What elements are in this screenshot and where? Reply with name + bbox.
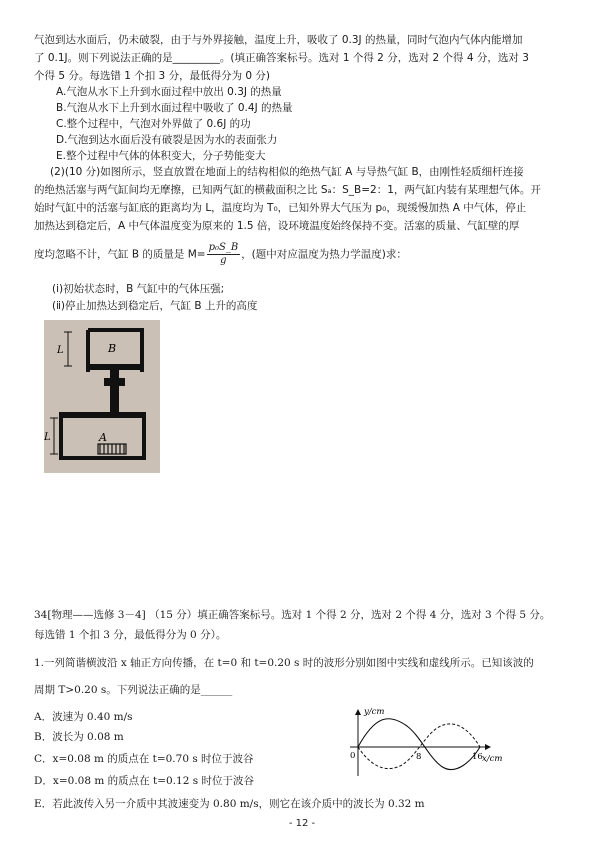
text-line: 气泡到达水面后，仍未破裂，由于与外界接触，温度上升，吸收了 0.3J 的热量，同时气泡内气体内能增加 [34, 34, 523, 46]
text-line: 1.一列简谐横波沿 x 轴正方向传播，在 t=0 和 t=0.20 s 时的波形分别如图中实线和虚线所示。已知该波的 [34, 657, 534, 669]
label-a: A [99, 431, 107, 444]
option-d: D．x=0.08 m 的质点在 t=0.12 s 时位于波谷 [34, 775, 254, 787]
wave-graph [346, 704, 502, 784]
option-e: E.整个过程中气体的体积变大，分子势能变大 [56, 150, 266, 162]
option-b: B.气泡从水下上升到水面过程中吸收了 0.4J 的热量 [56, 102, 293, 114]
origin-label: 0 [350, 751, 356, 761]
tick-label-16: 16 [472, 752, 483, 762]
text-line: 周期 T>0.20 s。下列说法正确的是______ [34, 684, 233, 696]
text-line: 始时气缸中的活塞与缸底的距离均为 L，温度均为 T₀，已知外界大气压为 p₀，现缓慢加热 A 中气体，停止 [34, 202, 527, 214]
sub-question-2: (ⅱ)停止加热达到稳定后，气缸 B 上升的高度 [52, 300, 258, 312]
page-number: - 12 - [288, 818, 316, 829]
option-b: B．波长为 0.08 m [34, 731, 124, 743]
cylinder-figure [44, 320, 160, 473]
x-axis-label: x/cm [482, 754, 502, 764]
text-line: 个得 5 分。每选错 1 个扣 3 分，最低得分为 0 分) [34, 70, 271, 82]
fraction-denominator: g [220, 255, 227, 266]
mass-fraction [207, 242, 241, 267]
fraction-numerator: p₀S_B [208, 242, 239, 253]
cylinder-diagram [44, 320, 160, 473]
text-line: 每选错 1 个扣 3 分，最低得分为 0 分）。 [34, 629, 227, 641]
option-c: C.整个过程中，气泡对外界做了 0.6J 的功 [56, 118, 251, 130]
text-line: 34[物理——选修 3－4] （15 分）填正确答案标号。选对 1 个得 2 分，选对 2 个得 4 分，选对 3 个得 5 分。 [34, 609, 551, 621]
wave-diagram [346, 704, 502, 784]
text-line-with-fraction [34, 242, 407, 267]
y-axis-label: y/cm [364, 707, 385, 717]
option-a: A.气泡从水下上升到水面过程中放出 0.3J 的热量 [56, 86, 282, 98]
sub-question-1: (ⅰ)初始状态时，B 气缸中的气体压强; [52, 283, 225, 295]
text-line: 加热达到稳定后，A 中气体温度变为原来的 1.5 倍，设环境温度始终保持不变。活塞的质量、气缸壁的厚 [34, 220, 520, 232]
text-line: 的绝热活塞与两气缸间均无摩擦，已知两气缸的横截面积之比 Sₐ：S_B=2：1，两气缸内装有某理想气体。开 [34, 184, 541, 196]
tick-label-8: 8 [416, 752, 422, 762]
option-a: A．波速为 0.40 m/s [34, 711, 133, 723]
label-b: B [108, 342, 117, 355]
text-line: 了 0.1J。则下列说法正确的是_________。(填正确答案标号。选对 1 个得 2 分，选对 2 个得 4 分，选对 3 [34, 52, 529, 64]
text-pre: 度均忽略不计，气缸 B 的质量是 M= [34, 248, 206, 261]
text-line: (2)(10 分)如图所示，竖直放置在地面上的结构相似的绝热气缸 A 与导热气缸 B，由刚性轻质细杆连接 [50, 166, 524, 178]
option-e: E．若此波传入另一介质中其波速变为 0.80 m/s，则它在该介质中的波长为 0.32 m [34, 798, 425, 810]
label-l-bottom: L [44, 432, 51, 443]
text-post: ，(题中对应温度为热力学温度)求： [241, 248, 407, 261]
label-l-top: L [57, 345, 64, 356]
option-d: D.气泡到达水面后没有破裂是因为水的表面张力 [56, 134, 278, 146]
option-c: C．x=0.08 m 的质点在 t=0.70 s 时位于波谷 [34, 753, 254, 765]
